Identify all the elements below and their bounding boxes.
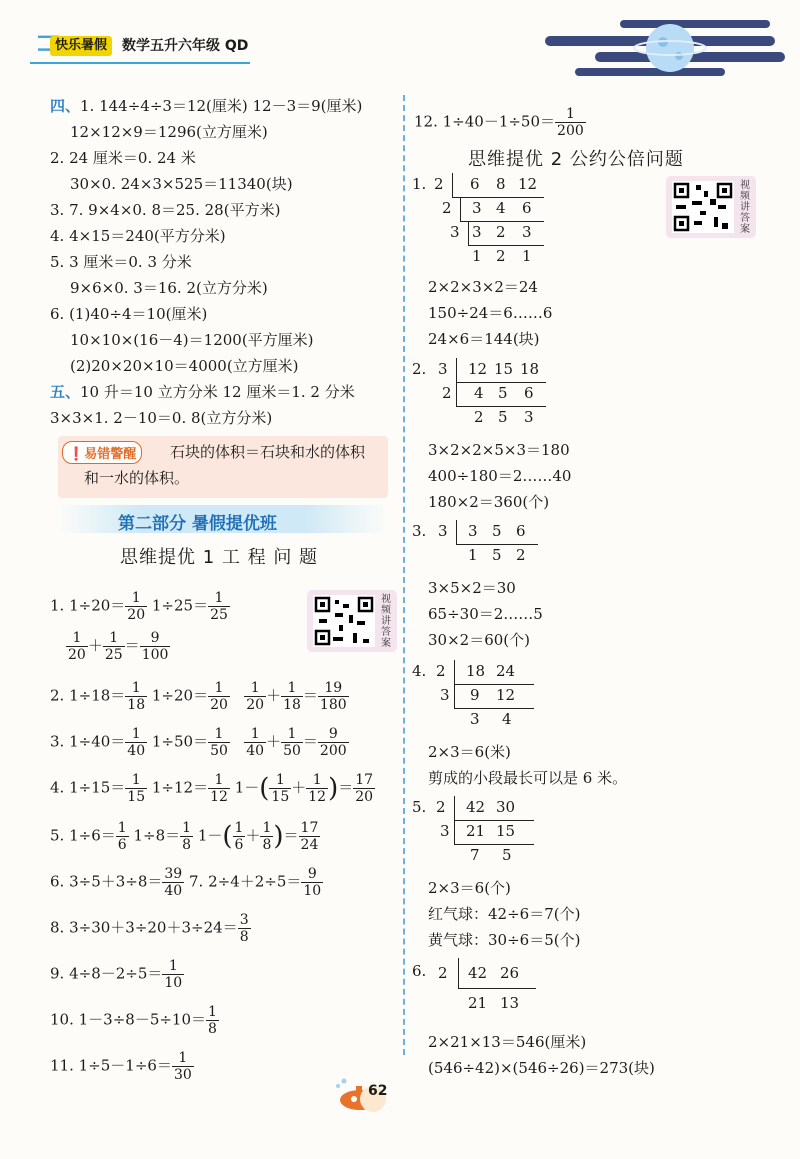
q6-expr-a: 6. 3÷5＋3÷8＝ xyxy=(50,872,163,891)
r1-division xyxy=(412,175,592,270)
r1-r3c1: 3 xyxy=(472,223,482,241)
r2-line2 xyxy=(456,406,546,407)
q5-frac4-den: 8 xyxy=(262,837,272,853)
q3-frac5 xyxy=(318,726,349,759)
q1-line2 xyxy=(66,630,170,663)
q1-frac1-den: 20 xyxy=(127,607,146,623)
q1-frac3 xyxy=(66,630,88,663)
r2-line1 xyxy=(456,382,546,383)
r4-line1 xyxy=(454,684,534,685)
r2-calc2: 400÷180＝2……40 xyxy=(428,467,572,485)
q4-lparen: ( xyxy=(259,773,270,804)
r6-calc2: (546÷42)×(546÷26)＝273(块) xyxy=(428,1059,655,1077)
r5-calc2: 红气球：42÷6＝7(个) xyxy=(428,905,581,923)
r5-bar2 xyxy=(454,820,455,844)
q5-frac3 xyxy=(233,820,246,853)
q3-eq: ＝ xyxy=(302,732,318,751)
r3-r2c1: 1 xyxy=(468,546,478,564)
q9-frac1-num: 1 xyxy=(162,958,184,975)
q12-line xyxy=(414,106,586,139)
r1-r4c1: 1 xyxy=(472,247,482,265)
r5-line2 xyxy=(454,844,534,845)
q1-frac4-den: 25 xyxy=(104,647,123,663)
r3-r1c3: 6 xyxy=(516,522,526,540)
q12-frac1-num: 1 xyxy=(555,106,586,123)
r5-r1c1: 42 xyxy=(466,798,486,816)
r1-div3: 3 xyxy=(450,223,460,241)
q5-frac4-num: 1 xyxy=(262,820,272,836)
q1-frac2-den: 25 xyxy=(210,607,228,623)
r4-r2c2: 12 xyxy=(496,686,516,704)
q1-expr-b: 1÷25＝ xyxy=(151,596,209,615)
s4-line11: (2)20×20×10＝4000(立方厘米) xyxy=(70,357,299,375)
r2-division xyxy=(412,360,592,432)
q6-frac1 xyxy=(162,866,184,899)
q2-plus: ＋ xyxy=(266,686,282,705)
q8-line xyxy=(50,912,251,945)
q10-frac1 xyxy=(206,1004,219,1037)
r1-line1 xyxy=(452,197,544,198)
q2-frac2-den: 20 xyxy=(210,697,228,713)
q4-plus: ＋ xyxy=(291,778,307,797)
r5-div1: 2 xyxy=(436,798,446,816)
r6-r1c1: 42 xyxy=(468,964,488,982)
q4-frac4 xyxy=(306,772,328,805)
q5-lparen: ( xyxy=(222,821,233,852)
r3-r1c1: 3 xyxy=(468,522,478,540)
q1-frac1-num: 1 xyxy=(125,590,147,607)
q1-frac3-num: 1 xyxy=(66,630,88,647)
s4-line5: 3. 7. 9×4×0. 8＝25. 28(平方米) xyxy=(50,201,281,219)
q2-frac2-num: 1 xyxy=(208,680,230,697)
r2-r1c3: 18 xyxy=(520,360,540,378)
q2-frac5 xyxy=(318,680,349,713)
q5-frac2-num: 1 xyxy=(182,820,192,836)
q5-frac5-den: 24 xyxy=(300,837,319,853)
r1-div1: 2 xyxy=(434,175,444,193)
q2-frac4-den: 18 xyxy=(283,697,301,713)
header-underline xyxy=(30,62,250,64)
r3-calc2: 65÷30＝2……5 xyxy=(428,605,543,623)
r5-r2c2: 15 xyxy=(496,822,516,840)
q8-frac1 xyxy=(238,912,251,945)
r1-div2: 2 xyxy=(442,199,452,217)
q2-frac1-den: 18 xyxy=(127,697,146,713)
q11-frac1-num: 1 xyxy=(172,1050,194,1067)
part2-title: 第二部分 暑假提优班 xyxy=(118,514,277,534)
q4-expr-b: 1÷12＝ xyxy=(151,778,209,797)
q4-frac4-den: 12 xyxy=(308,789,327,805)
q3-line xyxy=(50,726,349,759)
r3-r1c2: 5 xyxy=(492,522,502,540)
r6-division xyxy=(412,962,592,1022)
header-badge: 快乐暑假 xyxy=(50,36,112,56)
q2-expr-b: 1÷20＝ xyxy=(151,686,209,705)
q7-frac1 xyxy=(301,866,323,899)
r6-line1 xyxy=(458,988,536,989)
q3-frac2-num: 1 xyxy=(208,726,230,743)
q12-frac1 xyxy=(555,106,586,139)
q3-frac5-num: 9 xyxy=(318,726,349,743)
r2-r1c2: 15 xyxy=(494,360,514,378)
r4-r1c1: 18 xyxy=(466,662,486,680)
q3-frac1-num: 1 xyxy=(125,726,147,743)
r2-r1c1: 12 xyxy=(468,360,488,378)
q3-expr-b: 1÷50＝ xyxy=(151,732,209,751)
s4-line6: 4. 4×15＝240(平方分米) xyxy=(50,227,226,245)
r3-no: 3. xyxy=(412,522,427,540)
q10-expr: 10. 1－3÷8－5÷10＝ xyxy=(50,1010,207,1029)
r4-r1c2: 24 xyxy=(496,662,516,680)
r1-bar2 xyxy=(460,197,461,221)
r1-calc3: 24×6＝144(块) xyxy=(428,330,540,348)
q12-expr: 12. 1÷40－1÷50＝ xyxy=(414,112,556,131)
qr-code-right[interactable] xyxy=(666,176,756,238)
q10-line xyxy=(50,1004,219,1037)
r4-calc1: 2×3＝6(米) xyxy=(428,743,511,761)
r4-div1: 2 xyxy=(436,662,446,680)
q9-frac1-den: 10 xyxy=(164,975,183,991)
q3-frac5-den: 200 xyxy=(319,743,347,759)
r2-r3c1: 2 xyxy=(474,408,484,426)
r4-div2: 3 xyxy=(440,686,450,704)
r3-bar1 xyxy=(456,520,457,544)
r2-bar1 xyxy=(456,358,457,382)
q1-frac5-num: 9 xyxy=(140,630,171,647)
q5-frac5-num: 17 xyxy=(300,820,319,836)
q2-frac3 xyxy=(244,680,266,713)
q5-frac1 xyxy=(116,820,129,853)
q1-frac2-num: 1 xyxy=(208,590,230,607)
section2-title: 思维提优 2 公约公倍问题 xyxy=(468,149,684,170)
r1-line2 xyxy=(460,221,544,222)
q3-frac4 xyxy=(281,726,303,759)
r5-r1c2: 30 xyxy=(496,798,516,816)
r5-calc3: 黄气球：30÷6＝5(个) xyxy=(428,931,581,949)
r4-no: 4. xyxy=(412,662,427,680)
s4-line8: 9×6×0. 3＝16. 2(立方分米) xyxy=(70,279,268,297)
q3-expr-a: 3. 1÷40＝ xyxy=(50,732,126,751)
r3-calc3: 30×2＝60(个) xyxy=(428,631,530,649)
r5-line1 xyxy=(454,820,534,821)
q6-frac1-den: 40 xyxy=(164,883,183,899)
q1-frac4-num: 1 xyxy=(103,630,125,647)
q12-frac1-den: 200 xyxy=(557,123,584,139)
qr-code-left[interactable] xyxy=(307,590,397,652)
q1-frac3-den: 20 xyxy=(68,647,86,663)
s4-line9: 6. (1)40÷4＝10(厘米) xyxy=(50,305,208,323)
r1-r1c1: 6 xyxy=(470,175,480,193)
q3-frac4-num: 1 xyxy=(281,726,303,743)
q11-line xyxy=(50,1050,194,1083)
s4-text1: 1. 144÷4÷3＝12(厘米) 12－3＝9(厘米) xyxy=(80,97,363,115)
q2-eq: ＝ xyxy=(302,686,318,705)
q1-frac4 xyxy=(103,630,125,663)
r3-r2c2: 5 xyxy=(492,546,502,564)
r4-r3c2: 4 xyxy=(502,710,512,728)
s4-line7: 5. 3 厘米＝0. 3 分米 xyxy=(50,253,192,271)
page-number: 62 xyxy=(368,1083,388,1099)
q1-frac1 xyxy=(125,590,147,623)
q5-frac2-den: 8 xyxy=(182,837,192,853)
r5-r3c1: 7 xyxy=(470,846,480,864)
s4-line10: 10×10×(16－4)＝1200(平方厘米) xyxy=(70,331,314,349)
q9-frac1 xyxy=(162,958,184,991)
s5-line1 xyxy=(50,382,355,402)
r2-no: 2. xyxy=(412,360,427,378)
q5-expr-a: 5. 1÷6＝ xyxy=(50,826,116,845)
q3-frac3-num: 1 xyxy=(244,726,266,743)
q5-eq: ＝ xyxy=(283,826,299,845)
s4-line4: 30×0. 24×3×525＝11340(块) xyxy=(70,175,293,193)
q5-frac3-num: 1 xyxy=(234,820,244,836)
warning-tag-text: 易错警醒 xyxy=(84,447,137,462)
r1-calc2: 150÷24＝6……6 xyxy=(428,304,553,322)
r3-r2c3: 2 xyxy=(516,546,526,564)
q7-frac1-num: 9 xyxy=(301,866,323,883)
r4-division xyxy=(412,662,592,734)
r6-bar1 xyxy=(458,958,459,988)
header-subtitle: 数学五升六年级 QD xyxy=(122,38,249,54)
r5-calc1: 2×3＝6(个) xyxy=(428,879,511,897)
r4-bar2 xyxy=(454,684,455,708)
q6-line xyxy=(50,866,323,899)
column-divider xyxy=(403,95,405,1055)
q10-frac1-den: 8 xyxy=(208,1021,217,1037)
r5-r2c1: 21 xyxy=(466,822,486,840)
section1-title: 思维提优 1 工 程 问 题 xyxy=(120,547,319,568)
r1-r4c2: 2 xyxy=(496,247,506,265)
q3-frac3-den: 40 xyxy=(246,743,265,759)
r1-r2c2: 4 xyxy=(496,199,506,217)
s5-label: 五、 xyxy=(50,383,81,401)
q1-line1 xyxy=(50,590,230,623)
r4-r3c1: 3 xyxy=(470,710,480,728)
r1-r3c3: 3 xyxy=(522,223,532,241)
s4-line1 xyxy=(50,96,362,116)
q2-frac3-num: 1 xyxy=(244,680,266,697)
r5-bar1 xyxy=(454,796,455,820)
q2-frac2 xyxy=(208,680,230,713)
q3-frac2 xyxy=(208,726,230,759)
q4-line xyxy=(50,772,375,805)
q5-frac1-den: 6 xyxy=(117,837,127,853)
r3-division xyxy=(412,522,592,570)
r2-r3c3: 3 xyxy=(524,408,534,426)
r6-calc1: 2×21×13＝546(厘米) xyxy=(428,1033,587,1051)
r2-r2c1: 4 xyxy=(474,384,484,402)
r6-r1c2: 26 xyxy=(500,964,520,982)
q4-frac2 xyxy=(208,772,230,805)
q7-frac1-den: 10 xyxy=(303,883,322,899)
warning-tag: ❗易错警醒 xyxy=(62,441,142,464)
q5-frac1-num: 1 xyxy=(117,820,127,836)
r5-div2: 3 xyxy=(440,822,450,840)
q1-eq: ＝ xyxy=(124,636,140,655)
q4-frac3-den: 15 xyxy=(271,789,290,805)
q5-rparen: ) xyxy=(273,821,284,852)
s4-line3: 2. 24 厘米＝0. 24 米 xyxy=(50,149,196,167)
q5-expr-b: 1÷8＝ xyxy=(133,826,181,845)
q4-eq: ＝ xyxy=(338,778,354,797)
r1-calc1: 2×2×3×2＝24 xyxy=(428,278,538,296)
r6-div1: 2 xyxy=(438,964,448,982)
q3-frac1-den: 40 xyxy=(127,743,146,759)
q4-frac5-num: 17 xyxy=(355,772,374,788)
q9-line xyxy=(50,958,184,991)
q11-expr: 11. 1÷5－1÷6＝ xyxy=(50,1056,172,1075)
q3-plus: ＋ xyxy=(266,732,282,751)
q3-frac2-den: 50 xyxy=(210,743,228,759)
q1-frac5-den: 100 xyxy=(141,647,169,663)
q2-frac1-num: 1 xyxy=(125,680,147,697)
q1-frac5 xyxy=(140,630,171,663)
warning-line1: 石块的体积＝石块和水的体积 xyxy=(170,443,366,461)
r1-bar3 xyxy=(468,221,469,245)
q7-expr: 7. 2÷4＋2÷5＝ xyxy=(189,872,302,891)
q4-frac5-den: 20 xyxy=(355,789,374,805)
q5-frac2 xyxy=(180,820,193,853)
r1-line3 xyxy=(468,245,544,246)
q11-frac1-den: 30 xyxy=(173,1067,192,1083)
q11-frac1 xyxy=(172,1050,194,1083)
r2-r2c3: 6 xyxy=(524,384,534,402)
q4-frac4-num: 1 xyxy=(306,772,328,789)
q3-frac4-den: 50 xyxy=(283,743,301,759)
q2-frac4-num: 1 xyxy=(281,680,303,697)
q4-frac2-den: 12 xyxy=(210,789,228,805)
qr-caption-right: 视频讲答案 xyxy=(740,180,750,235)
q5-line xyxy=(50,820,320,853)
r1-r1c2: 8 xyxy=(496,175,506,193)
q8-frac1-den: 8 xyxy=(239,929,249,945)
q2-frac5-num: 19 xyxy=(318,680,349,697)
q8-frac1-num: 3 xyxy=(239,912,249,928)
s5-text1: 10 升＝10 立方分米 12 厘米＝1. 2 分米 xyxy=(80,383,355,401)
r2-calc3: 180×2＝360(个) xyxy=(428,493,550,511)
q4-expr-a: 4. 1÷15＝ xyxy=(50,778,126,797)
q5-frac5 xyxy=(299,820,321,853)
r6-r2c1: 21 xyxy=(468,994,488,1012)
q1-plus: ＋ xyxy=(87,636,103,655)
q8-expr: 8. 3÷30＋3÷20＋3÷24＝ xyxy=(50,918,238,937)
warning-line2: 和一水的体积。 xyxy=(84,469,190,487)
r1-no: 1. xyxy=(412,175,427,193)
q9-expr: 9. 4÷8－2÷5＝ xyxy=(50,964,163,983)
r5-no: 5. xyxy=(412,798,427,816)
r3-line1 xyxy=(456,544,538,545)
r1-r2c1: 3 xyxy=(472,199,482,217)
q4-frac5 xyxy=(353,772,375,805)
r2-div2: 2 xyxy=(442,384,452,402)
s4-line2: 12×12×9＝1296(立方厘米) xyxy=(70,123,268,141)
q4-frac3 xyxy=(269,772,291,805)
q4-frac1 xyxy=(125,772,147,805)
q4-expr-c: 1－ xyxy=(234,778,260,797)
r5-r3c2: 5 xyxy=(502,846,512,864)
s5-line2: 3×3×1. 2－10＝0. 8(立方分米) xyxy=(50,409,273,427)
r2-div1: 3 xyxy=(438,360,448,378)
q5-frac3-den: 6 xyxy=(234,837,244,853)
q3-frac3 xyxy=(244,726,266,759)
r2-r3c2: 5 xyxy=(498,408,508,426)
r5-division xyxy=(412,798,592,870)
q2-frac4 xyxy=(281,680,303,713)
r1-r1c3: 12 xyxy=(518,175,538,193)
s4-label: 四、 xyxy=(50,97,81,115)
r4-line2 xyxy=(454,708,534,709)
q2-expr-a: 2. 1÷18＝ xyxy=(50,686,126,705)
q1-frac2 xyxy=(208,590,230,623)
q5-frac4 xyxy=(260,820,273,853)
r1-r3c2: 2 xyxy=(496,223,506,241)
q4-frac1-num: 1 xyxy=(125,772,147,789)
r6-r2c2: 13 xyxy=(500,994,520,1012)
q2-frac1 xyxy=(125,680,147,713)
r3-div1: 3 xyxy=(438,522,448,540)
q5-expr-c: 1－ xyxy=(197,826,223,845)
q4-frac2-num: 1 xyxy=(208,772,230,789)
r6-no: 6. xyxy=(412,962,427,980)
r1-bar1 xyxy=(452,173,453,197)
r3-calc1: 3×5×2＝30 xyxy=(428,579,516,597)
planet-decoration-icon xyxy=(545,14,790,84)
r2-calc1: 3×2×2×5×3＝180 xyxy=(428,441,570,459)
q2-frac3-den: 20 xyxy=(246,697,265,713)
r2-r2c2: 5 xyxy=(498,384,508,402)
q6-frac1-num: 39 xyxy=(164,866,183,882)
q4-frac3-num: 1 xyxy=(269,772,291,789)
qr-code-icon xyxy=(672,181,734,233)
r2-bar2 xyxy=(456,382,457,406)
r4-r2c1: 9 xyxy=(470,686,480,704)
r4-bar1 xyxy=(454,660,455,684)
qr-code-icon xyxy=(313,595,375,647)
q2-line xyxy=(50,680,349,713)
q1-expr-a: 1. 1÷20＝ xyxy=(50,596,126,615)
q4-rparen: ) xyxy=(328,773,339,804)
qr-caption-left: 视频讲答案 xyxy=(381,594,391,649)
q4-frac1-den: 15 xyxy=(127,789,146,805)
q2-frac5-den: 180 xyxy=(319,697,347,713)
q10-frac1-num: 1 xyxy=(208,1004,217,1020)
r1-r2c3: 6 xyxy=(522,199,532,217)
q5-plus: ＋ xyxy=(245,826,261,845)
r4-calc2: 剪成的小段最长可以是 6 米。 xyxy=(428,769,628,787)
r1-r4c3: 1 xyxy=(522,247,532,265)
q3-frac1 xyxy=(125,726,147,759)
